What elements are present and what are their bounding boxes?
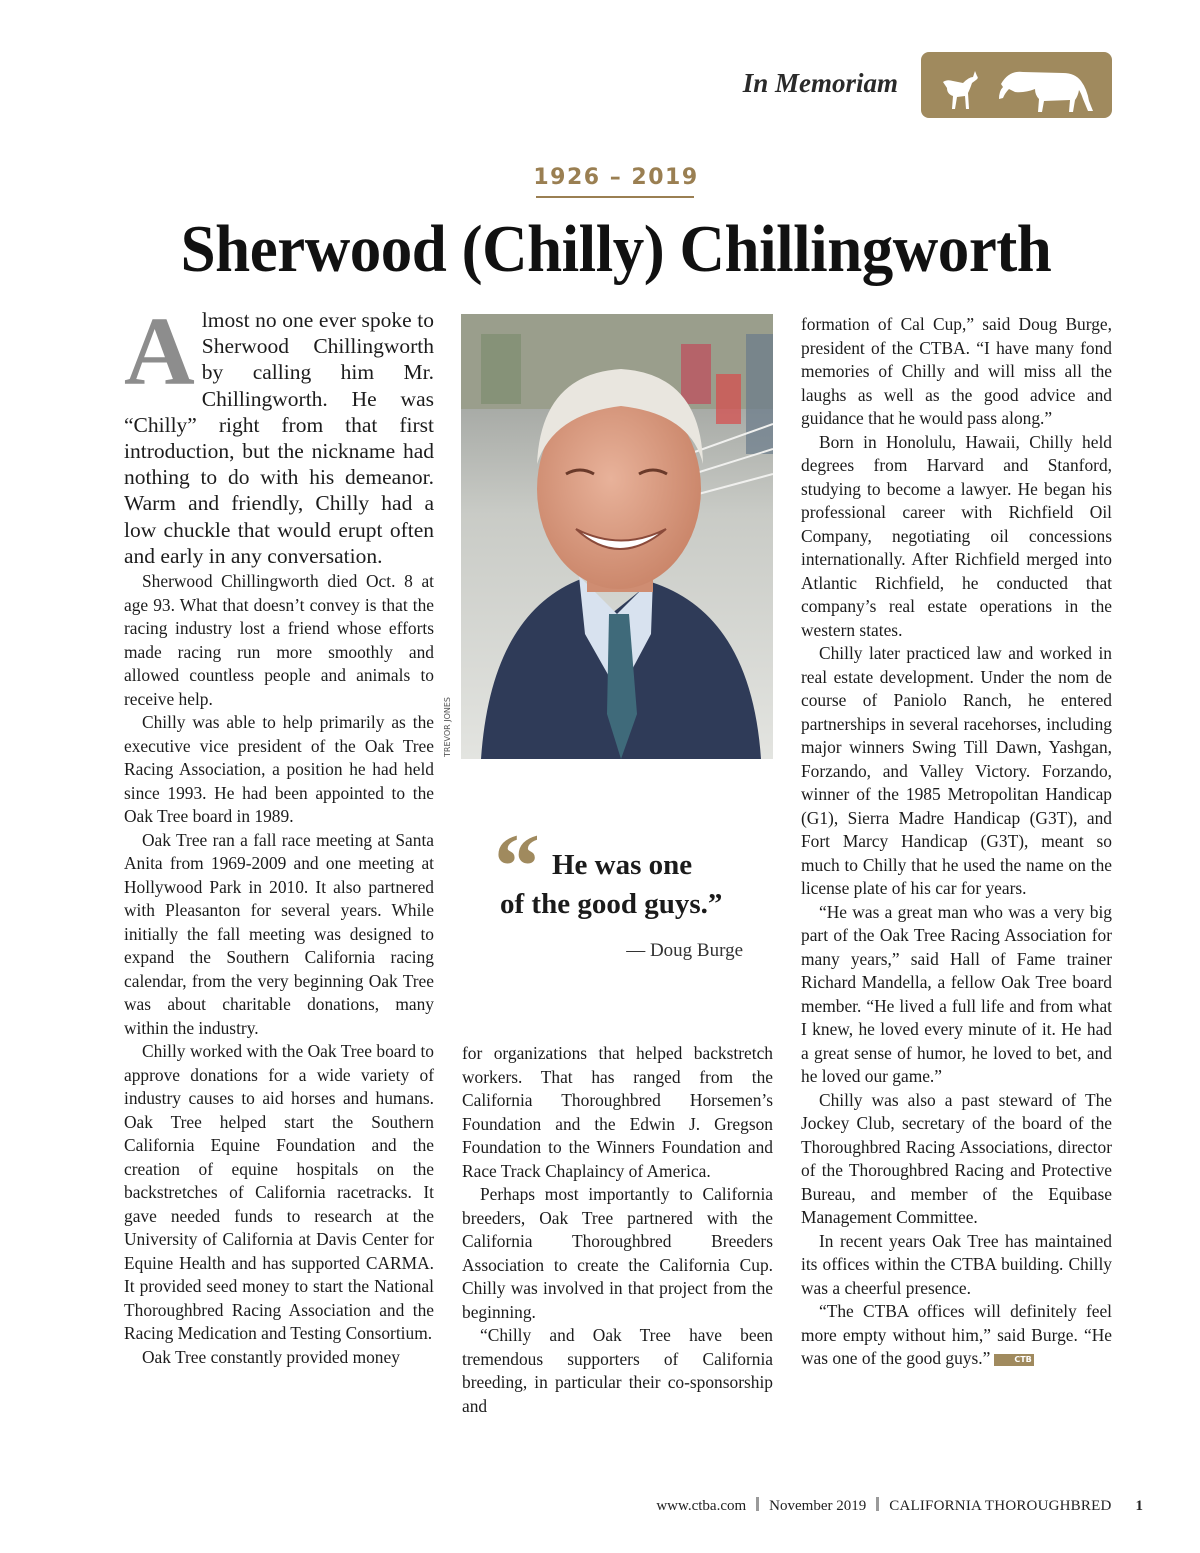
portrait-illustration bbox=[461, 314, 773, 759]
pull-quote bbox=[500, 846, 760, 924]
column-1 bbox=[124, 570, 434, 1369]
column-2 bbox=[462, 1042, 773, 1418]
footer-publication: CALIFORNIA THOROUGHBRED bbox=[889, 1498, 1112, 1514]
paragraph: Born in Honolulu, Hawaii, Chilly held degrees from Harvard and Stanford, studying to become a lawyer. He began his professional career with Richfield Oil Company, negotiating oil concessions internationally. After Richfield merged into Atlantic Richfield, he conducted that company’s real estate operations in the western states. bbox=[801, 431, 1112, 640]
paragraph: Perhaps most importantly to California breeders, Oak Tree partnered with the California Thoroughbred Breeders Association to create the California Cup. Chilly was involved in that project from the beginning. bbox=[462, 1184, 773, 1322]
pull-quote-line-1: He was one bbox=[552, 849, 693, 881]
footer-divider bbox=[756, 1497, 759, 1511]
footer-divider bbox=[876, 1497, 879, 1511]
paragraph: formation of Cal Cup,” said Doug Burge, president of the CTBA. “I have many fond memories of Chilly and will miss all the laughs as well as the good advice and guidance that he would pass along.” bbox=[801, 314, 1112, 428]
section-label: In Memoriam bbox=[742, 68, 898, 98]
pull-quote-line-2: of the good guys.” bbox=[500, 888, 723, 920]
article-title: Sherwood (Chilly) Chillingworth bbox=[180, 212, 1052, 286]
footer-issue: November 2019 bbox=[769, 1498, 867, 1514]
page-number: 1 bbox=[1135, 1498, 1143, 1514]
paragraph: Sherwood Chillingworth died Oct. 8 at age 93. What that doesn’t convey is that the racing industry lost a friend whose efforts made racing run more smoothly and allowed countless people and animals to receive help. bbox=[124, 571, 434, 709]
lead-paragraph bbox=[124, 298, 434, 569]
paragraph: Chilly worked with the Oak Tree board to approve donations for a wide variety of industry causes to aid horses and humans. Oak Tree helped start the Southern California Equine Foundation and the creation of equine hospitals on the backstretches of California racetracks. It gave needed funds to research at the University of California at Davis Center for Equine Health and has supported CARMA. It provided seed money to start the National Thoroughbred Racing Association and the Racing Medication and Testing Consortium. bbox=[124, 1041, 434, 1343]
photo-credit: TREVOR JONES bbox=[443, 696, 452, 757]
pull-quote-attribution: — Doug Burge bbox=[626, 940, 743, 961]
paragraph: Chilly was also a past steward of The Jockey Club, secretary of the board of the Thoroughbred Racing Associations, director of the Thoroughbred Racing and Protective Bureau, and member of the Equibase Management Committee. bbox=[801, 1089, 1112, 1227]
paragraph: for organizations that helped backstretch workers. That has ranged from the California Thoroughbred Horsemen’s Foundation and the Edwin J. Gregson Foundation to the Winners Foundation and Race Track Chaplaincy of America. bbox=[462, 1043, 773, 1181]
mare-and-foal-icon bbox=[921, 52, 1112, 118]
paragraph: “Chilly and Oak Tree have been tremendous supporters of California breeding, in particular their co-sponsorship and bbox=[462, 1325, 773, 1416]
life-dates: 1926 – 2019 bbox=[533, 165, 699, 190]
closing-paragraph-text: “The CTBA offices will definitely feel more empty without him,” said Burge. “He was one of the good guys.” bbox=[801, 1301, 1112, 1368]
column-3 bbox=[801, 313, 1112, 1371]
end-mark: CTB bbox=[994, 1354, 1033, 1366]
paragraph: Chilly was able to help primarily as the executive vice president of the Oak Tree Racing Association, a position he had held since 1993. He had been appointed to the Oak Tree board in 1989. bbox=[124, 712, 434, 826]
paragraph: Oak Tree constantly provided money bbox=[142, 1346, 400, 1367]
paragraph: Chilly later practiced law and worked in real estate development. Under the nom de course of Paniolo Ranch, he entered partnerships in several racehorses, including major winners Swing Till Dawn, Yashgan, Forzando, and Valley Victory. Forzando, winner of the 1985 Metropolitan Handicap (G1), Sierra Madre Handicap (G3T), and Fort Marcy Handicap (G3T), meant so much to Chilly that he used the name on the license plate of his car for years. bbox=[801, 643, 1112, 898]
paragraph: In recent years Oak Tree has maintained its offices within the CTBA building. Chilly was a cheerful presence. bbox=[801, 1230, 1112, 1298]
lead-text: lmost no one ever spoke to Sherwood Chillingworth by calling him Mr. Chillingworth. He was “Chilly” right from that first introduction, but the nickname had nothing to do with his demeanor. Warm and friendly, Chilly had a low chuckle that would erupt often and early in any conversation. bbox=[124, 308, 434, 568]
section-badge bbox=[921, 52, 1112, 118]
paragraph: Oak Tree ran a fall race meeting at Santa Anita from 1969-2009 and one meeting at Hollywood Park in 2010. It also partnered with Pleasanton for several years. While initially the fall meeting was designed to expand the Southern California racing calendar, from the very beginning Oak Tree was about charitable donations, many within the industry. bbox=[124, 829, 434, 1038]
page-footer bbox=[656, 1497, 1143, 1515]
drop-cap: A bbox=[124, 298, 195, 406]
portrait-photo bbox=[461, 314, 773, 759]
paragraph: “He was a great man who was a very big part of the Oak Tree Racing Association for many years,” said Hall of Fame trainer Richard Mandella, a fellow Oak Tree board member. “He lived a full life and from what I knew, he loved every minute of it. He had a great sense of humor, he loved to bet, and he loved our game.” bbox=[801, 901, 1112, 1086]
quote-mark: “ bbox=[494, 815, 540, 917]
footer-url[interactable]: www.ctba.com bbox=[656, 1498, 747, 1514]
dates-underline bbox=[536, 196, 694, 198]
paragraph bbox=[801, 1300, 1112, 1371]
